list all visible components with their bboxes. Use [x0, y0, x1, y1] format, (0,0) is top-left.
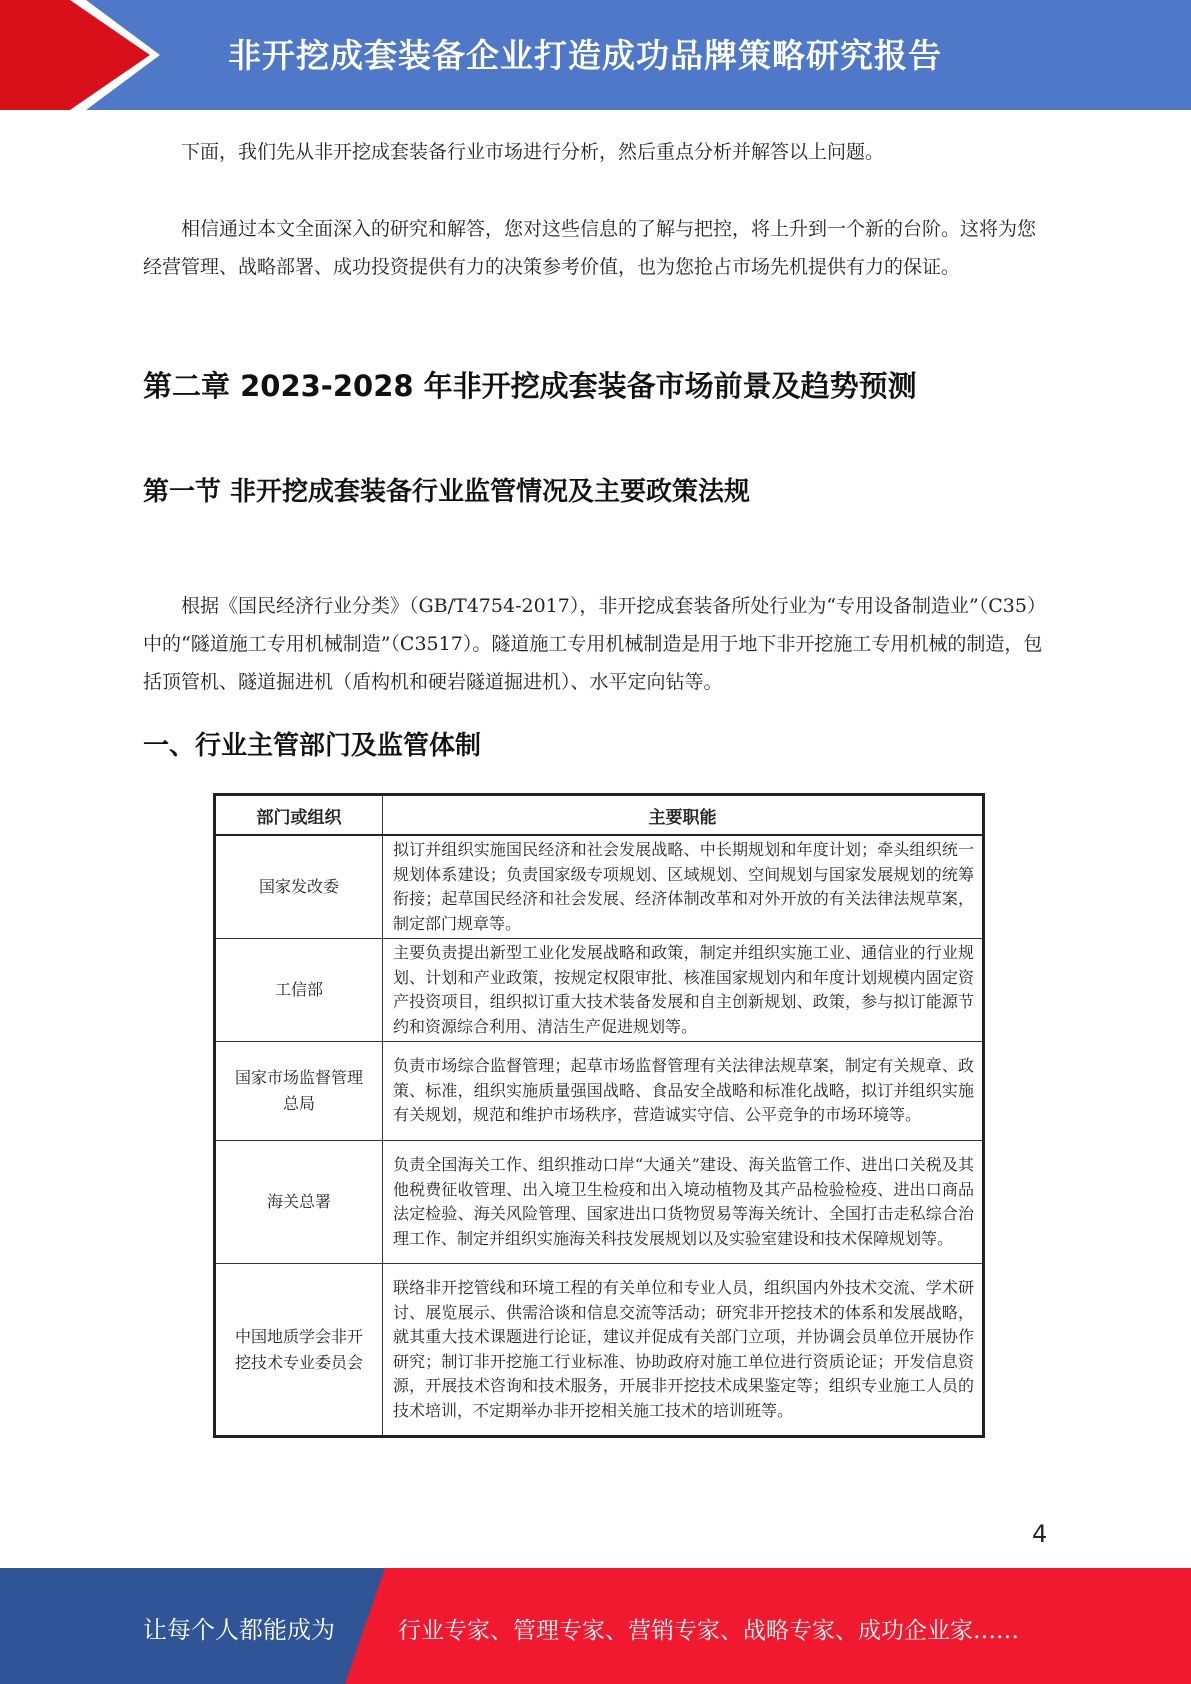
- table-row: [215, 1141, 984, 1264]
- table-cell-duty: 联络非开挖管线和环境工程的有关单位和专业人员，组织国内外技术交流、学术研讨、展览展示、供需洽谈和信息交流等活动；研究非开挖技术的体系和发展战略，就其重大技术课题进行论证，建议并促成有关部门立项，并协调会员单位开展协作研究；制订非开挖施工行业标准、协助政府对施工单位进行资质论证；开发信息资源，开展技术咨询和技术服务，开展非开挖技术成果鉴定等；组织专业施工人员的技术培训，不定期举办非开挖相关施工技术的培训班等。: [383, 1264, 984, 1437]
- table-cell-dept: 国家发改委: [215, 835, 383, 939]
- subsection-heading: 一、行业主管部门及监管体制: [143, 731, 482, 761]
- table-cell-dept: 海关总署: [215, 1141, 383, 1264]
- table-row: [215, 939, 984, 1042]
- table-row: [215, 835, 984, 939]
- body-paragraph-value: 相信通过本文全面深入的研究和解答，您对这些信息的了解与把控，将上升到一个新的台阶。这将为您经营管理、战略部署、成功投资提供有力的决策参考价值，也为您抢占市场先机提供有力的保证。: [143, 218, 1037, 278]
- table-cell-duty: 负责全国海关工作、组织推动口岸“大通关”建设、海关监管工作、进出口关税及其他税费征收管理、出入境卫生检疫和出入境动植物及其产品检验检疫、进出口商品法定检验、海关风险管理、国家进出口货物贸易等海关统计、全国打击走私综合治理工作、制定并组织实施海关科技发展规划以及实验室建设和技术保障规划等。: [383, 1141, 984, 1264]
- table-cell-dept: 国家市场监督管理总局: [215, 1042, 383, 1141]
- page-number: 4: [1032, 1520, 1048, 1548]
- chapter-heading: 第二章 2023-2028 年非开挖成套装备市场前景及趋势预测: [143, 369, 917, 403]
- table-header-row: [215, 795, 984, 836]
- table-cell-dept: 中国地质学会非开挖技术专业委员会: [215, 1264, 383, 1437]
- table-cell-dept: 工信部: [215, 939, 383, 1042]
- footer-slogan-right: 行业专家、管理专家、营销专家、战略专家、成功企业家……: [398, 1618, 1019, 1644]
- header-chevron-icon: [0, 0, 200, 110]
- table-cell-duty: 负责市场综合监督管理；起草市场监督管理有关法律法规草案，制定有关规章、政策、标准，组织实施质量强国战略、食品安全战略和标准化战略，拟订并组织实施有关规划，规范和维护市场秩序，营造诚实守信、公平竞争的市场环境等。: [383, 1042, 984, 1141]
- document-title: 非开挖成套装备企业打造成功品牌策略研究报告: [228, 36, 942, 75]
- table-row: [215, 1042, 984, 1141]
- body-paragraph-intro: 下面，我们先从非开挖成套装备行业市场进行分析，然后重点分析并解答以上问题。: [181, 141, 885, 163]
- header-banner: [0, 0, 1191, 110]
- regulator-table: [213, 793, 985, 1438]
- section-heading: 第一节 非开挖成套装备行业监管情况及主要政策法规: [143, 477, 751, 507]
- table-cell-duty: 主要负责提出新型工业化发展战略和政策，制定并组织实施工业、通信业的行业规划、计划和产业政策，按规定权限审批、核准国家规划内和年度计划规模内固定资产投资项目，组织拟订重大技术装备发展和自主创新规划、政策，参与拟订能源节约和资源综合利用、清洁生产促进规划等。: [383, 939, 984, 1042]
- footer-slogan-left: 让每个人都能成为: [143, 1616, 335, 1644]
- table-cell-duty: 拟订并组织实施国民经济和社会发展战略、中长期规划和年度计划；牵头组织统一规划体系建设；负责国家级专项规划、区域规划、空间规划与国家发展规划的统筹衔接；起草国民经济和社会发展、经济体制改革和对外开放的有关法律法规草案，制定部门规章等。: [383, 835, 984, 939]
- footer-banner: [0, 1568, 1191, 1684]
- table-header-dept: 部门或组织: [215, 795, 383, 836]
- body-paragraph-classification: 根据《国民经济行业分类》（GB/T4754-2017），非开挖成套装备所处行业为“专用设备制造业”（C35）中的“隧道施工专用机械制造”（C3517）。隧道施工专用机械制造是用于地下非开挖施工专用机械的制造，包括顶管机、隧道掘进机（盾构机和硬岩隧道掘进机）、水平定向钻等。: [143, 595, 1046, 693]
- table-row: [215, 1264, 984, 1437]
- table-header-duty: 主要职能: [383, 795, 984, 836]
